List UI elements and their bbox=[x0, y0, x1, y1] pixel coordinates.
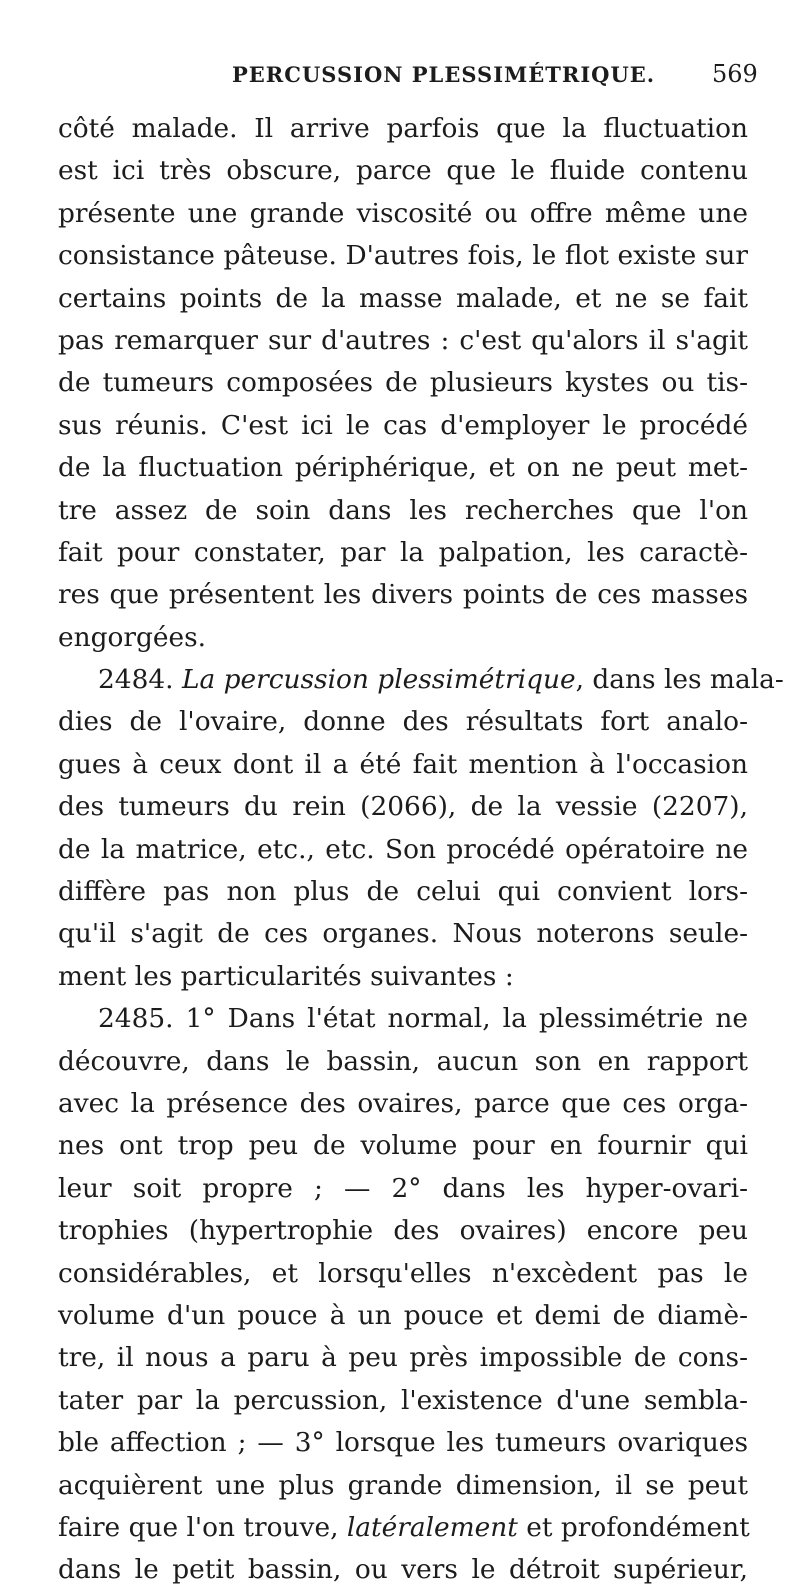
paragraph-number: 2484. bbox=[98, 664, 182, 696]
text-line: découvre, dans le bassin, aucun son en rapport bbox=[58, 1045, 748, 1077]
text-line: de la fluctuation périphérique, et on ne peut met- bbox=[58, 452, 748, 484]
text-line: ment les particularités suivantes : bbox=[58, 960, 514, 992]
text-line: certains points de la masse malade, et ne se fait bbox=[58, 282, 748, 314]
text-line: est ici très obscure, parce que le fluide contenu bbox=[58, 155, 748, 187]
page-number: 569 bbox=[712, 60, 758, 88]
text-line: gues à ceux dont il a été fait mention à l'occasion bbox=[58, 748, 748, 780]
text-line: res que présentent les divers points de ces masses bbox=[58, 579, 748, 611]
text-line: nes ont trop peu de volume pour en fournir qui bbox=[58, 1130, 748, 1162]
italic-term: La percussion plessimétrique bbox=[181, 664, 576, 696]
text-line: qu'il s'agit de ces organes. Nous noterons seule- bbox=[58, 918, 748, 950]
text-line: leur soit propre ; — 2° dans les hyper-ovari- bbox=[58, 1172, 748, 1204]
text-line: engorgées. bbox=[58, 621, 207, 653]
body-text bbox=[58, 108, 784, 1592]
paragraph-2484-first-line bbox=[58, 659, 784, 701]
text-line: de la matrice, etc., etc. Son procédé opératoire ne bbox=[58, 833, 748, 865]
text-line: dies de l'ovaire, donne des résultats fort analo- bbox=[58, 706, 748, 738]
text-line: consistance pâteuse. D'autres fois, le flot existe sur bbox=[58, 240, 748, 272]
text-line: présente une grande viscosité ou offre même une bbox=[58, 197, 748, 229]
text-line: dans le petit bassin, ou vers le détroit supérieur, bbox=[58, 1554, 748, 1586]
text-run: et profondément bbox=[517, 1511, 750, 1543]
text-line: des tumeurs du rein (2066), de la vessie (2207), bbox=[58, 791, 748, 823]
text-line-with-italic bbox=[58, 1507, 748, 1549]
text-line: de tumeurs composées de plusieurs kystes ou tis- bbox=[58, 367, 748, 399]
text-line: trophies (hypertrophie des ovaires) encore peu bbox=[58, 1215, 748, 1247]
italic-term: latéralement bbox=[346, 1511, 518, 1543]
paragraph-2485-first-line: 2485. 1° Dans l'état normal, la plessimétrie ne bbox=[98, 1003, 748, 1035]
text-line: diffère pas non plus de celui qui convient lors- bbox=[58, 876, 748, 908]
text-line: avec la présence des ovaires, parce que ces orga- bbox=[58, 1087, 748, 1119]
text-line: volume d'un pouce à un pouce et demi de diamè- bbox=[58, 1299, 748, 1331]
text-line: acquièrent une plus grande dimension, il se peut bbox=[58, 1469, 748, 1501]
text-line: ble affection ; — 3° lorsque les tumeurs ovariques bbox=[58, 1427, 748, 1459]
text-line: pas remarquer sur d'autres : c'est qu'alors il s'agit bbox=[58, 324, 748, 356]
text-line: tater par la percussion, l'existence d'une sembla- bbox=[58, 1384, 748, 1416]
running-head bbox=[0, 62, 800, 96]
text-line: fait pour constater, par la palpation, les caractè- bbox=[58, 536, 748, 568]
text-line: considérables, et lorsqu'elles n'excèdent pas le bbox=[58, 1257, 748, 1289]
text-run: faire que l'on trouve, bbox=[58, 1511, 347, 1543]
text-line: côté malade. Il arrive parfois que la fluctuation bbox=[58, 113, 748, 144]
text-run: , dans les mala- bbox=[575, 664, 784, 696]
text-line: sus réunis. C'est ici le cas d'employer le procédé bbox=[58, 409, 748, 441]
text-line: tre assez de soin dans les recherches que l'on bbox=[58, 494, 748, 526]
running-title: PERCUSSION PLESSIMÉTRIQUE. bbox=[232, 62, 656, 87]
text-line: tre, il nous a paru à peu près impossible de cons- bbox=[58, 1342, 748, 1374]
